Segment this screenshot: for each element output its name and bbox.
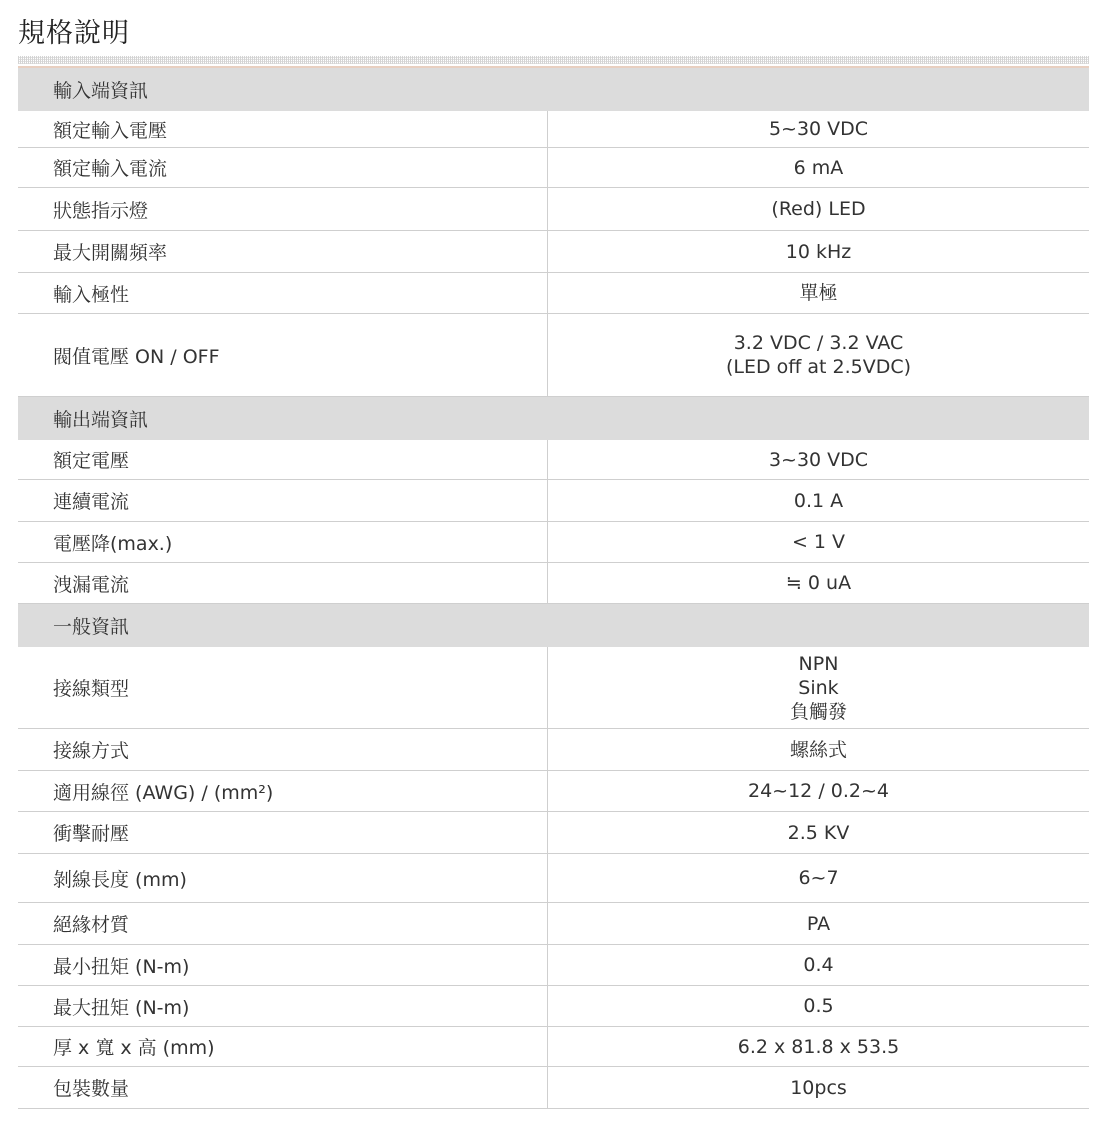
spec-value-line: 0.4 — [803, 954, 834, 976]
spec-label: 接線類型 — [18, 647, 548, 728]
spec-label: 狀態指示燈 — [18, 188, 548, 230]
spec-label: 洩漏電流 — [18, 563, 548, 603]
spec-label: 輸入極性 — [18, 273, 548, 313]
spec-label: 額定輸入電流 — [18, 148, 548, 187]
section-header: 輸出端資訊 — [18, 397, 1089, 440]
section-header: 一般資訊 — [18, 604, 1089, 647]
spec-value-line: 5~30 VDC — [768, 118, 869, 140]
spec-value — [548, 647, 1089, 728]
spec-label: 剝線長度 (mm) — [18, 854, 548, 902]
spec-value-line: NPN — [798, 652, 839, 675]
spec-label: 衝擊耐壓 — [18, 812, 548, 853]
spec-value — [548, 480, 1089, 521]
spec-row — [18, 647, 1089, 729]
spec-value — [548, 231, 1089, 272]
spec-value — [548, 314, 1089, 396]
spec-value — [548, 273, 1089, 313]
spec-value-line: 螺絲式 — [789, 738, 847, 761]
spec-row — [18, 188, 1089, 231]
spec-row — [18, 903, 1089, 945]
spec-value — [548, 188, 1089, 230]
spec-value-line: 6~7 — [798, 867, 839, 889]
spec-label: 電壓降(max.) — [18, 522, 548, 562]
spec-row — [18, 111, 1089, 148]
spec-label: 適用線徑 (AWG) / (mm²) — [18, 771, 548, 811]
spec-value-line: PA — [806, 912, 831, 935]
spec-row — [18, 231, 1089, 273]
spec-row — [18, 854, 1089, 903]
spec-row — [18, 1067, 1089, 1109]
spec-value-line: 0.1 A — [793, 489, 844, 512]
spec-row — [18, 986, 1089, 1027]
spec-label: 絕緣材質 — [18, 903, 548, 944]
spec-row — [18, 522, 1089, 563]
spec-row — [18, 1027, 1089, 1067]
spec-value — [548, 771, 1089, 811]
spec-row — [18, 945, 1089, 986]
spec-row — [18, 812, 1089, 854]
spec-label: 接線方式 — [18, 729, 548, 770]
spec-label: 額定電壓 — [18, 440, 548, 479]
spec-value-line: 0.5 — [803, 995, 834, 1017]
spec-value-line: 單極 — [799, 282, 838, 304]
spec-value-line: 2.5 KV — [787, 821, 850, 844]
spec-value — [548, 903, 1089, 944]
spec-label: 厚 x 寬 x 高 (mm) — [18, 1027, 548, 1066]
spec-label: 閥值電壓 ON / OFF — [18, 314, 548, 396]
spec-row — [18, 480, 1089, 522]
spec-label: 最小扭矩 (N-m) — [18, 945, 548, 985]
spec-value — [548, 1027, 1089, 1066]
spec-label: 最大扭矩 (N-m) — [18, 986, 548, 1026]
spec-value-line: 24~12 / 0.2~4 — [748, 780, 889, 802]
spec-value-line: 6.2 x 81.8 x 53.5 — [737, 1035, 900, 1058]
spec-row — [18, 563, 1089, 604]
spec-value — [548, 945, 1089, 985]
spec-value — [548, 111, 1089, 147]
spec-label: 額定輸入電壓 — [18, 111, 548, 147]
section-header: 輸入端資訊 — [18, 68, 1089, 111]
spec-value — [548, 148, 1089, 187]
spec-label: 最大開關頻率 — [18, 231, 548, 272]
spec-row — [18, 440, 1089, 480]
spec-value-line: 3.2 VDC / 3.2 VAC — [733, 332, 904, 354]
spec-value — [548, 854, 1089, 902]
spec-label: 包裝數量 — [18, 1067, 548, 1108]
page-title: 規格說明 — [18, 18, 130, 49]
spec-label: 連續電流 — [18, 480, 548, 521]
spec-row — [18, 148, 1089, 188]
spec-value — [548, 986, 1089, 1026]
spec-value-line: 3~30 VDC — [768, 448, 869, 471]
spec-value — [548, 522, 1089, 562]
spec-value-line: (Red) LED — [771, 198, 866, 220]
spec-value-line: < 1 V — [791, 531, 846, 553]
title-divider — [18, 56, 1089, 64]
spec-value-line: ≒ 0 uA — [785, 572, 852, 594]
spec-table — [18, 68, 1089, 1109]
spec-row — [18, 273, 1089, 314]
spec-value — [548, 440, 1089, 479]
spec-value — [548, 729, 1089, 770]
spec-value-line: Sink — [798, 676, 839, 699]
spec-value-line: 6 mA — [793, 156, 844, 179]
spec-value-line: 10 kHz — [785, 240, 852, 263]
spec-value — [548, 1067, 1089, 1108]
spec-row — [18, 314, 1089, 397]
spec-value-line: (LED off at 2.5VDC) — [725, 356, 912, 378]
spec-value — [548, 563, 1089, 603]
spec-value-line: 負觸發 — [789, 700, 847, 723]
spec-value-line: 10pcs — [790, 1076, 847, 1099]
spec-row — [18, 729, 1089, 771]
spec-value — [548, 812, 1089, 853]
spec-row — [18, 771, 1089, 812]
